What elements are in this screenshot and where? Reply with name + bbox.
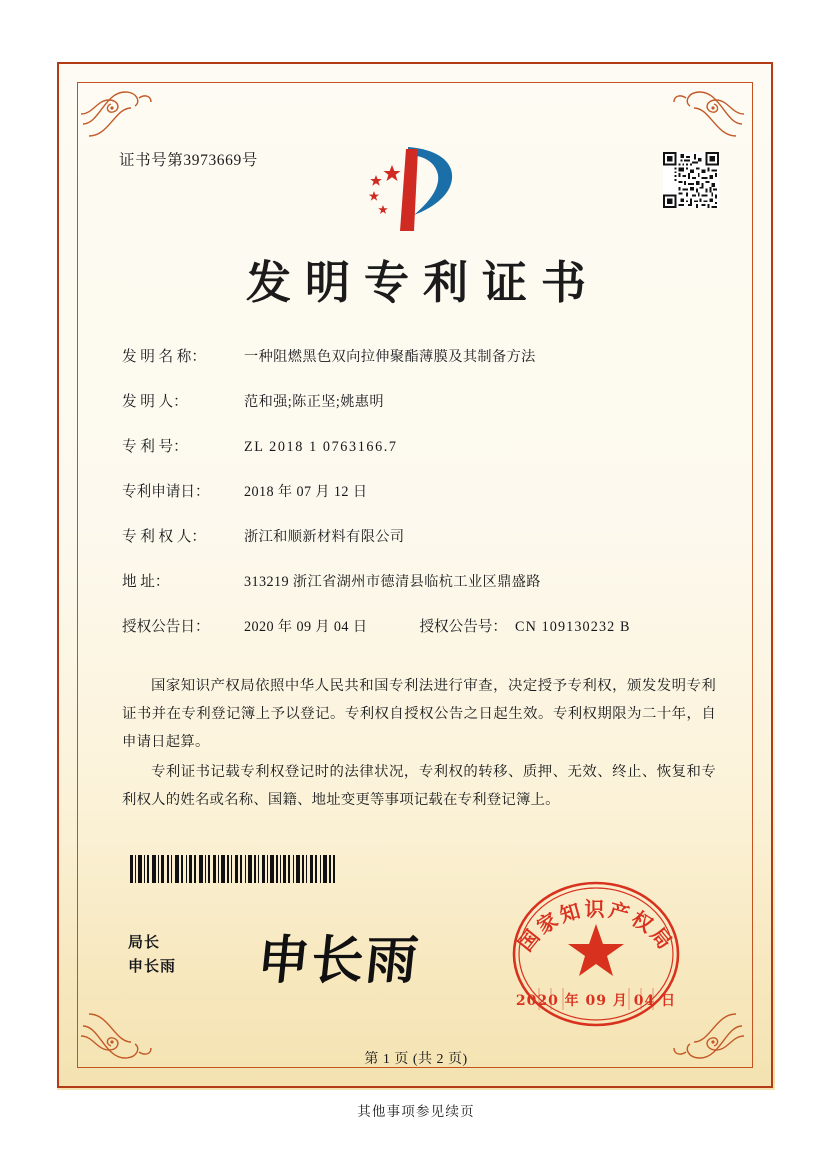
- field-label: 专利申请日：: [122, 484, 210, 500]
- official-seal: [509, 878, 684, 1030]
- barcode-icon: [130, 855, 335, 883]
- handwritten-signature: 申长雨: [254, 930, 423, 991]
- field-label-secondary: 授权公告号：: [419, 619, 508, 635]
- field-value-secondary: CN 109130232 B: [515, 619, 631, 635]
- svg-text:2020 年 09 月 04 日: 2020 年 09 月 04 日: [515, 993, 677, 1009]
- field-value: ZL 2018 1 0763166.7: [244, 439, 398, 455]
- field-value: 2018 年 07 月 12 日: [244, 484, 368, 500]
- field-value: 浙江和顺新材料有限公司: [244, 529, 405, 545]
- qr-code-icon: [663, 152, 719, 208]
- corner-flourish-icon: [79, 84, 153, 146]
- field-label: 地 址：: [122, 574, 170, 590]
- continuation-note: 其他事项参见续页: [357, 1104, 475, 1119]
- page-title: 发明专利证书: [245, 256, 600, 309]
- field-value: 范和强;陈正坚;姚惠明: [244, 394, 384, 410]
- field-row-inventors: [122, 390, 722, 435]
- field-value: 313219 浙江省湖州市德清县临杭工业区鼎盛路: [244, 574, 541, 590]
- field-label: 授权公告日：: [122, 619, 210, 635]
- cnipa-emblem-icon: [362, 143, 458, 235]
- field-label: 专 利 号：: [122, 439, 188, 455]
- paragraph-2: 专利证书记载专利权登记时的法律状况，专利权的转移、质押、无效、终止、恢复和专利权人的姓名或名称、国籍、地址变更等事项记载在专利登记簿上。: [122, 764, 716, 808]
- field-label: 发 明 名 称：: [122, 349, 206, 365]
- field-row-grant-announcement: [122, 615, 722, 660]
- field-row-invention-name: [122, 345, 722, 390]
- paragraph-1: 国家知识产权局依照中华人民共和国专利法进行审查，决定授予专利权，颁发发明专利证书并在专利登记簿上予以登记。专利权自授权公告之日起生效。专利权期限为二十年，自申请日起算。: [122, 678, 716, 750]
- page-number: 第 1 页 (共 2 页): [364, 1052, 468, 1067]
- field-value: 2020 年 09 月 04 日: [244, 619, 368, 635]
- field-label: 发 明 人：: [122, 394, 188, 410]
- certificate-number: 证书号第3973669号: [119, 152, 258, 169]
- field-value: 一种阻燃黑色双向拉伸聚酯薄膜及其制备方法: [244, 349, 536, 365]
- signature-name: 申长雨: [128, 959, 177, 975]
- field-row-address: [122, 570, 722, 615]
- field-row-application-date: [122, 480, 722, 525]
- legal-text: [122, 672, 716, 816]
- field-label: 专 利 权 人：: [122, 529, 206, 545]
- signature-role: 局长: [128, 935, 161, 951]
- field-row-patent-number: [122, 435, 722, 480]
- field-list: [122, 345, 722, 660]
- signature-block: [128, 931, 176, 979]
- svg-text:国家知识产权局: 国家知识产权局: [513, 897, 679, 956]
- field-row-patentee: [122, 525, 722, 570]
- corner-flourish-icon: [672, 84, 746, 146]
